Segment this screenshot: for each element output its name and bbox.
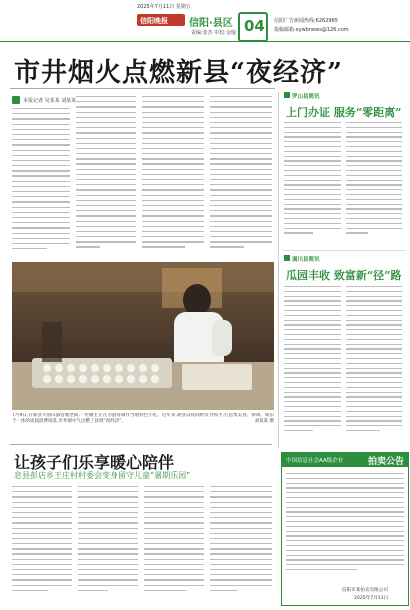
byline-marker-icon bbox=[12, 96, 20, 104]
hotline: 信阳广告新闻热线:6262965 bbox=[274, 18, 338, 24]
section-marker-icon bbox=[284, 92, 290, 98]
photo-caption-text: 7月9日,在新县大别山露营地老街,一位摊主正在为游客制作当地特色小吃。近年来,新县以夜间经济为抓手,打造集美食、休闲、娱乐于一体的夜间消费场景,市井烟火气点燃了县域“夜经济”。 bbox=[12, 413, 274, 424]
section-divider bbox=[10, 444, 272, 445]
article-2-column-4 bbox=[210, 486, 272, 604]
sidebar-1-column-2 bbox=[346, 122, 402, 242]
notice-date: 2025年7月11日 bbox=[354, 596, 389, 601]
photo-credit: 刘某某 摄 bbox=[254, 419, 274, 424]
article-2-column-3 bbox=[144, 486, 204, 604]
byline: 本报记者 吴某某 刘某某 bbox=[23, 98, 77, 104]
sidebar-headline-2: 瓜园丰收 致富新“径”路 bbox=[286, 269, 402, 282]
section-title: 信阳·县区 bbox=[189, 18, 233, 29]
sidebar-county-1: 罗山县简讯 bbox=[292, 94, 320, 100]
section-logo bbox=[137, 14, 233, 29]
street-food-photo-icon bbox=[12, 262, 274, 410]
editor-credit: 责编:张杰 审校:金璇 bbox=[191, 30, 236, 36]
issue-date: 2025年7月11日 星期五 bbox=[137, 4, 191, 10]
sidebar-2-column-2 bbox=[346, 286, 402, 446]
email: 投稿邮箱:xywbnews@126.com bbox=[274, 27, 349, 33]
main-article-column-2 bbox=[76, 96, 136, 256]
main-photo bbox=[12, 262, 274, 410]
main-article-column-3 bbox=[142, 96, 204, 256]
main-article-column-1 bbox=[12, 108, 70, 256]
sidebar-1-column-1 bbox=[284, 122, 341, 242]
notice-signature: 信阳市某拍卖有限公司 bbox=[342, 588, 388, 593]
photo-caption bbox=[12, 413, 274, 439]
sidebar-2-column-1 bbox=[284, 286, 341, 446]
notice-title: 拍卖公告 bbox=[368, 457, 405, 467]
sidebar-county-2: 潢川县简讯 bbox=[292, 257, 320, 263]
sidebar-headline-1: 上门办证 服务“零距离” bbox=[286, 106, 402, 119]
notice-body bbox=[286, 473, 404, 581]
main-headline: 市井烟火点燃新县“夜经济” bbox=[14, 58, 343, 88]
masthead-logo: 信阳晚报 bbox=[140, 16, 168, 25]
article-2-title: 让孩子们乐享暖心陪伴 bbox=[14, 453, 175, 472]
article-2-column-2 bbox=[78, 486, 138, 604]
notice-org-label: 中国信息社会AA级企业 bbox=[286, 458, 344, 464]
masthead-badge-icon bbox=[137, 14, 185, 26]
auction-notice-box bbox=[281, 452, 409, 606]
sidebar-divider bbox=[278, 92, 279, 448]
section-marker-2-icon bbox=[284, 255, 290, 261]
page-number: 04 bbox=[244, 17, 265, 35]
header-divider bbox=[0, 41, 410, 42]
headline-rule bbox=[10, 88, 275, 89]
article-2-subtitle: 息县彭店乡王庄村村委会变身留守儿童“暑期乐园” bbox=[14, 471, 191, 480]
article-2-column-1 bbox=[12, 486, 72, 604]
main-article-column-4 bbox=[210, 96, 272, 256]
page-number-box bbox=[238, 12, 268, 42]
sidebar-rule bbox=[282, 250, 406, 251]
